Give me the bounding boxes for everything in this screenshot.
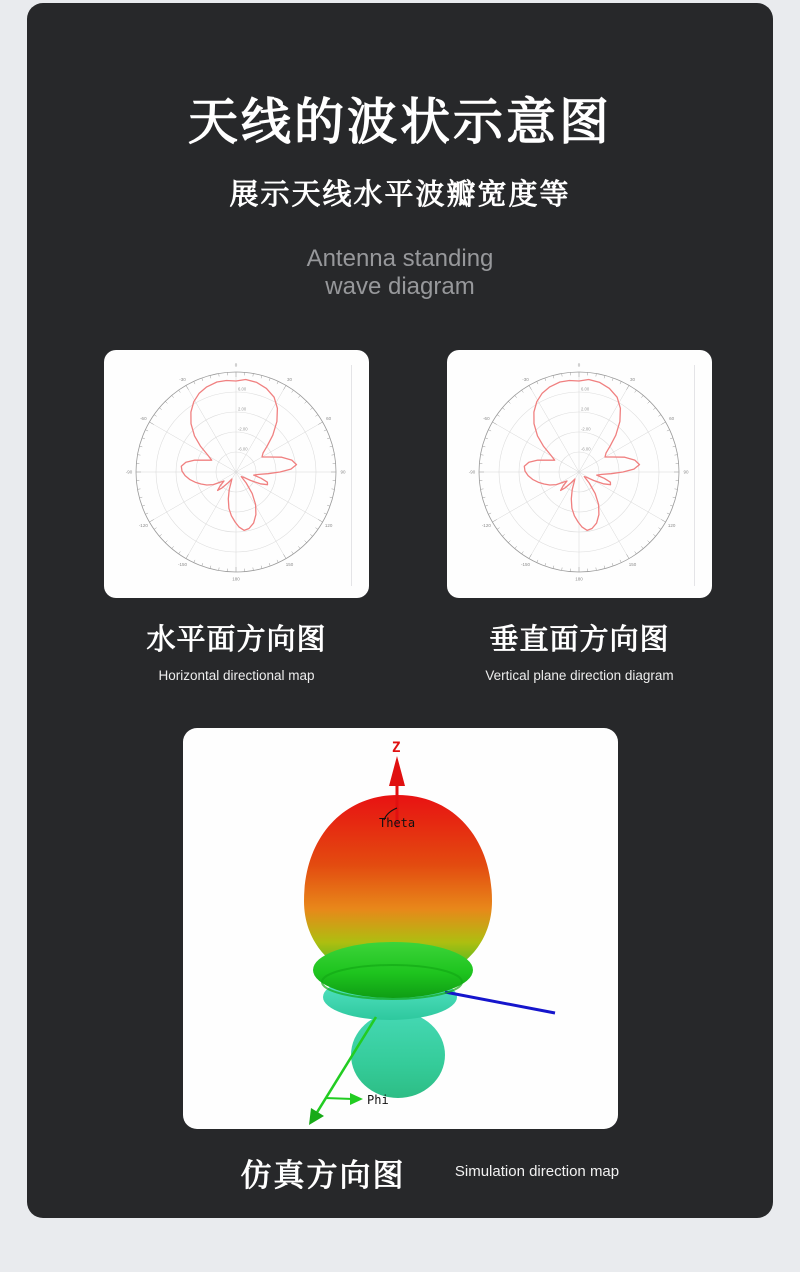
svg-text:-2.00: -2.00 xyxy=(581,426,591,432)
dark-content-panel xyxy=(27,3,773,1218)
plot-edge-line xyxy=(694,365,695,586)
back-lobe-3d xyxy=(351,1012,445,1098)
svg-text:150: 150 xyxy=(628,562,637,568)
vertical-pattern-card xyxy=(447,350,712,598)
horizontal-polar-chart xyxy=(104,350,369,598)
svg-text:6.00: 6.00 xyxy=(581,386,590,392)
svg-text:150: 150 xyxy=(285,562,294,568)
page-title: 天线的波状示意图 xyxy=(188,94,612,150)
simulation-label-en: Simulation direction map xyxy=(454,1163,620,1180)
theta-axis-label: Theta xyxy=(379,816,416,830)
svg-text:120: 120 xyxy=(324,523,333,528)
svg-text:60: 60 xyxy=(326,416,332,421)
svg-text:-90: -90 xyxy=(125,469,133,475)
horizontal-pattern-card xyxy=(104,350,369,598)
page-subtitle-english-line1: Antenna standing xyxy=(306,245,494,272)
x-axis-line xyxy=(445,992,555,1013)
simulation-3d-chart xyxy=(183,728,618,1129)
simulation-label-cn: 仿真方向图 xyxy=(240,1158,406,1193)
svg-text:-6.00: -6.00 xyxy=(238,446,248,452)
svg-text:-150: -150 xyxy=(520,562,531,568)
svg-text:-6.00: -6.00 xyxy=(581,446,591,452)
svg-text:-2.00: -2.00 xyxy=(238,426,248,432)
z-axis-label: Z xyxy=(392,740,401,756)
svg-text:90: 90 xyxy=(340,469,346,475)
svg-text:-30: -30 xyxy=(179,376,186,382)
svg-text:-90: -90 xyxy=(468,469,476,475)
svg-text:30: 30 xyxy=(629,376,636,382)
vertical-label-en: Vertical plane direction diagram xyxy=(485,668,674,683)
horizontal-label-cn: 水平面方向图 xyxy=(146,624,327,656)
svg-text:-150: -150 xyxy=(177,562,188,568)
phi-axis-label: Phi xyxy=(367,1093,389,1107)
page-subtitle: 展示天线水平波瓣宽度等 xyxy=(229,179,571,211)
page-subtitle-english-line2: wave diagram xyxy=(325,273,475,300)
svg-text:-120: -120 xyxy=(138,523,148,528)
vertical-polar-chart xyxy=(447,350,712,598)
svg-text:-60: -60 xyxy=(483,416,490,421)
svg-text:180: 180 xyxy=(575,576,583,582)
horizontal-label-block xyxy=(104,617,369,683)
vertical-label-cn: 垂直面方向图 xyxy=(489,624,670,656)
phi-axis-arrowhead xyxy=(309,1108,324,1125)
svg-text:6.00: 6.00 xyxy=(238,386,247,392)
svg-text:-30: -30 xyxy=(522,376,529,382)
svg-text:0: 0 xyxy=(234,362,238,368)
svg-text:90: 90 xyxy=(683,469,689,475)
svg-text:30: 30 xyxy=(286,376,293,382)
svg-text:-60: -60 xyxy=(140,416,147,421)
phi-branch-arrowhead xyxy=(350,1093,363,1105)
svg-text:180: 180 xyxy=(232,576,240,582)
plot-edge-line xyxy=(351,365,352,586)
horizontal-label-en: Horizontal directional map xyxy=(158,668,315,683)
svg-text:60: 60 xyxy=(669,416,675,421)
vertical-label-block xyxy=(447,617,712,683)
svg-text:120: 120 xyxy=(667,523,676,528)
svg-text:2.00: 2.00 xyxy=(238,406,247,412)
z-axis-arrowhead xyxy=(389,756,405,786)
simulation-pattern-card xyxy=(183,728,618,1129)
svg-text:-120: -120 xyxy=(481,523,491,528)
phi-branch-line xyxy=(325,1098,353,1099)
page-subtitle-english xyxy=(27,245,773,301)
svg-text:2.00: 2.00 xyxy=(581,406,590,412)
green-torus-3d xyxy=(313,942,473,998)
svg-text:0: 0 xyxy=(577,362,581,368)
